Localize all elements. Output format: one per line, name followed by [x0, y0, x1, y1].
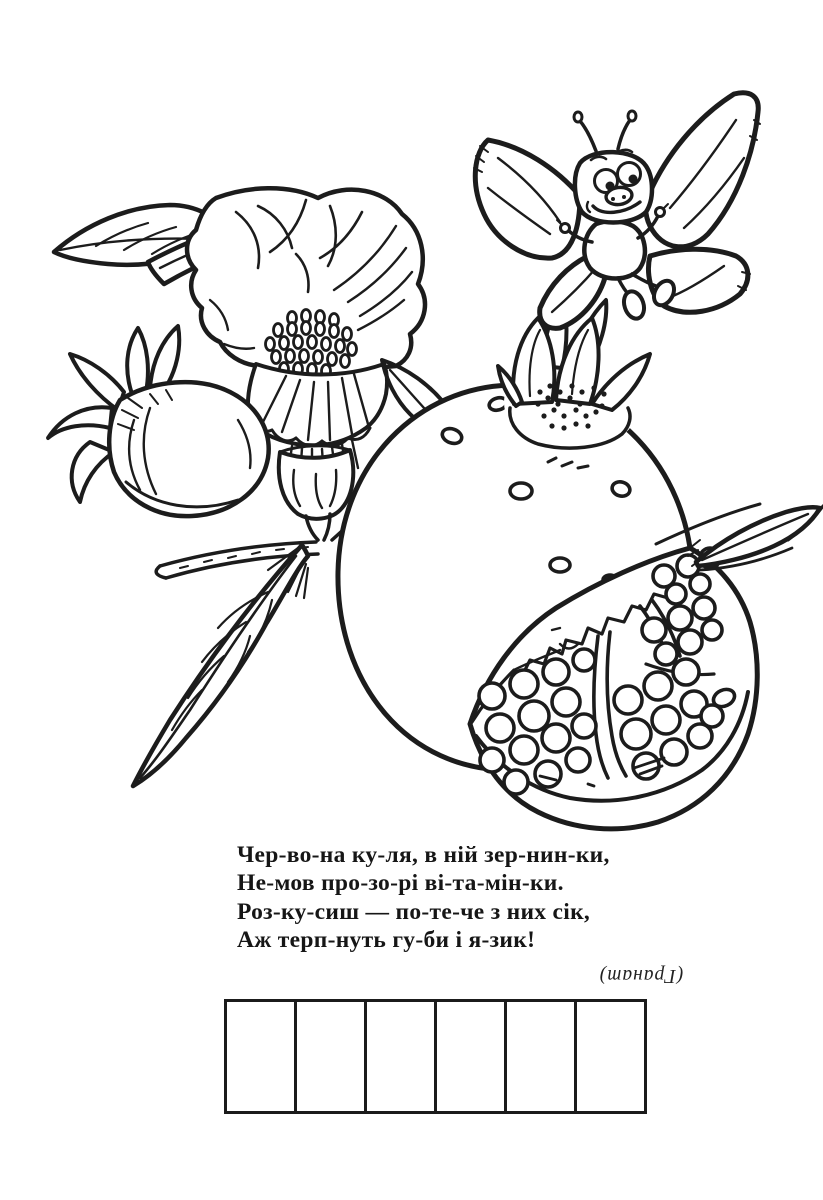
- letter-box-5[interactable]: [504, 999, 577, 1114]
- riddle-text: [237, 841, 610, 955]
- riddle-line-4: Аж терп-нуть гу-би і я-зик!: [237, 927, 536, 954]
- riddle-line-1: Чер-во-на ку-ля, в ній зер-нин-ки,: [237, 842, 610, 868]
- letter-box-1[interactable]: [224, 999, 297, 1114]
- answer-letter-boxes: [224, 999, 647, 1114]
- butterfly-right-eye: [618, 163, 641, 186]
- letter-box-4[interactable]: [434, 999, 507, 1114]
- riddle-line-3: Роз-ку-сиш — по-те-че з них сік,: [237, 898, 591, 925]
- letter-box-2[interactable]: [294, 999, 367, 1114]
- riddle-answer-upside-down: (Гранат): [598, 965, 684, 986]
- letter-box-3[interactable]: [364, 999, 437, 1114]
- butterfly-icon: [474, 93, 760, 329]
- riddle-line-2: Не-мов про-зо-рі ві-та-мін-ки.: [237, 870, 564, 897]
- letter-box-6[interactable]: [574, 999, 647, 1114]
